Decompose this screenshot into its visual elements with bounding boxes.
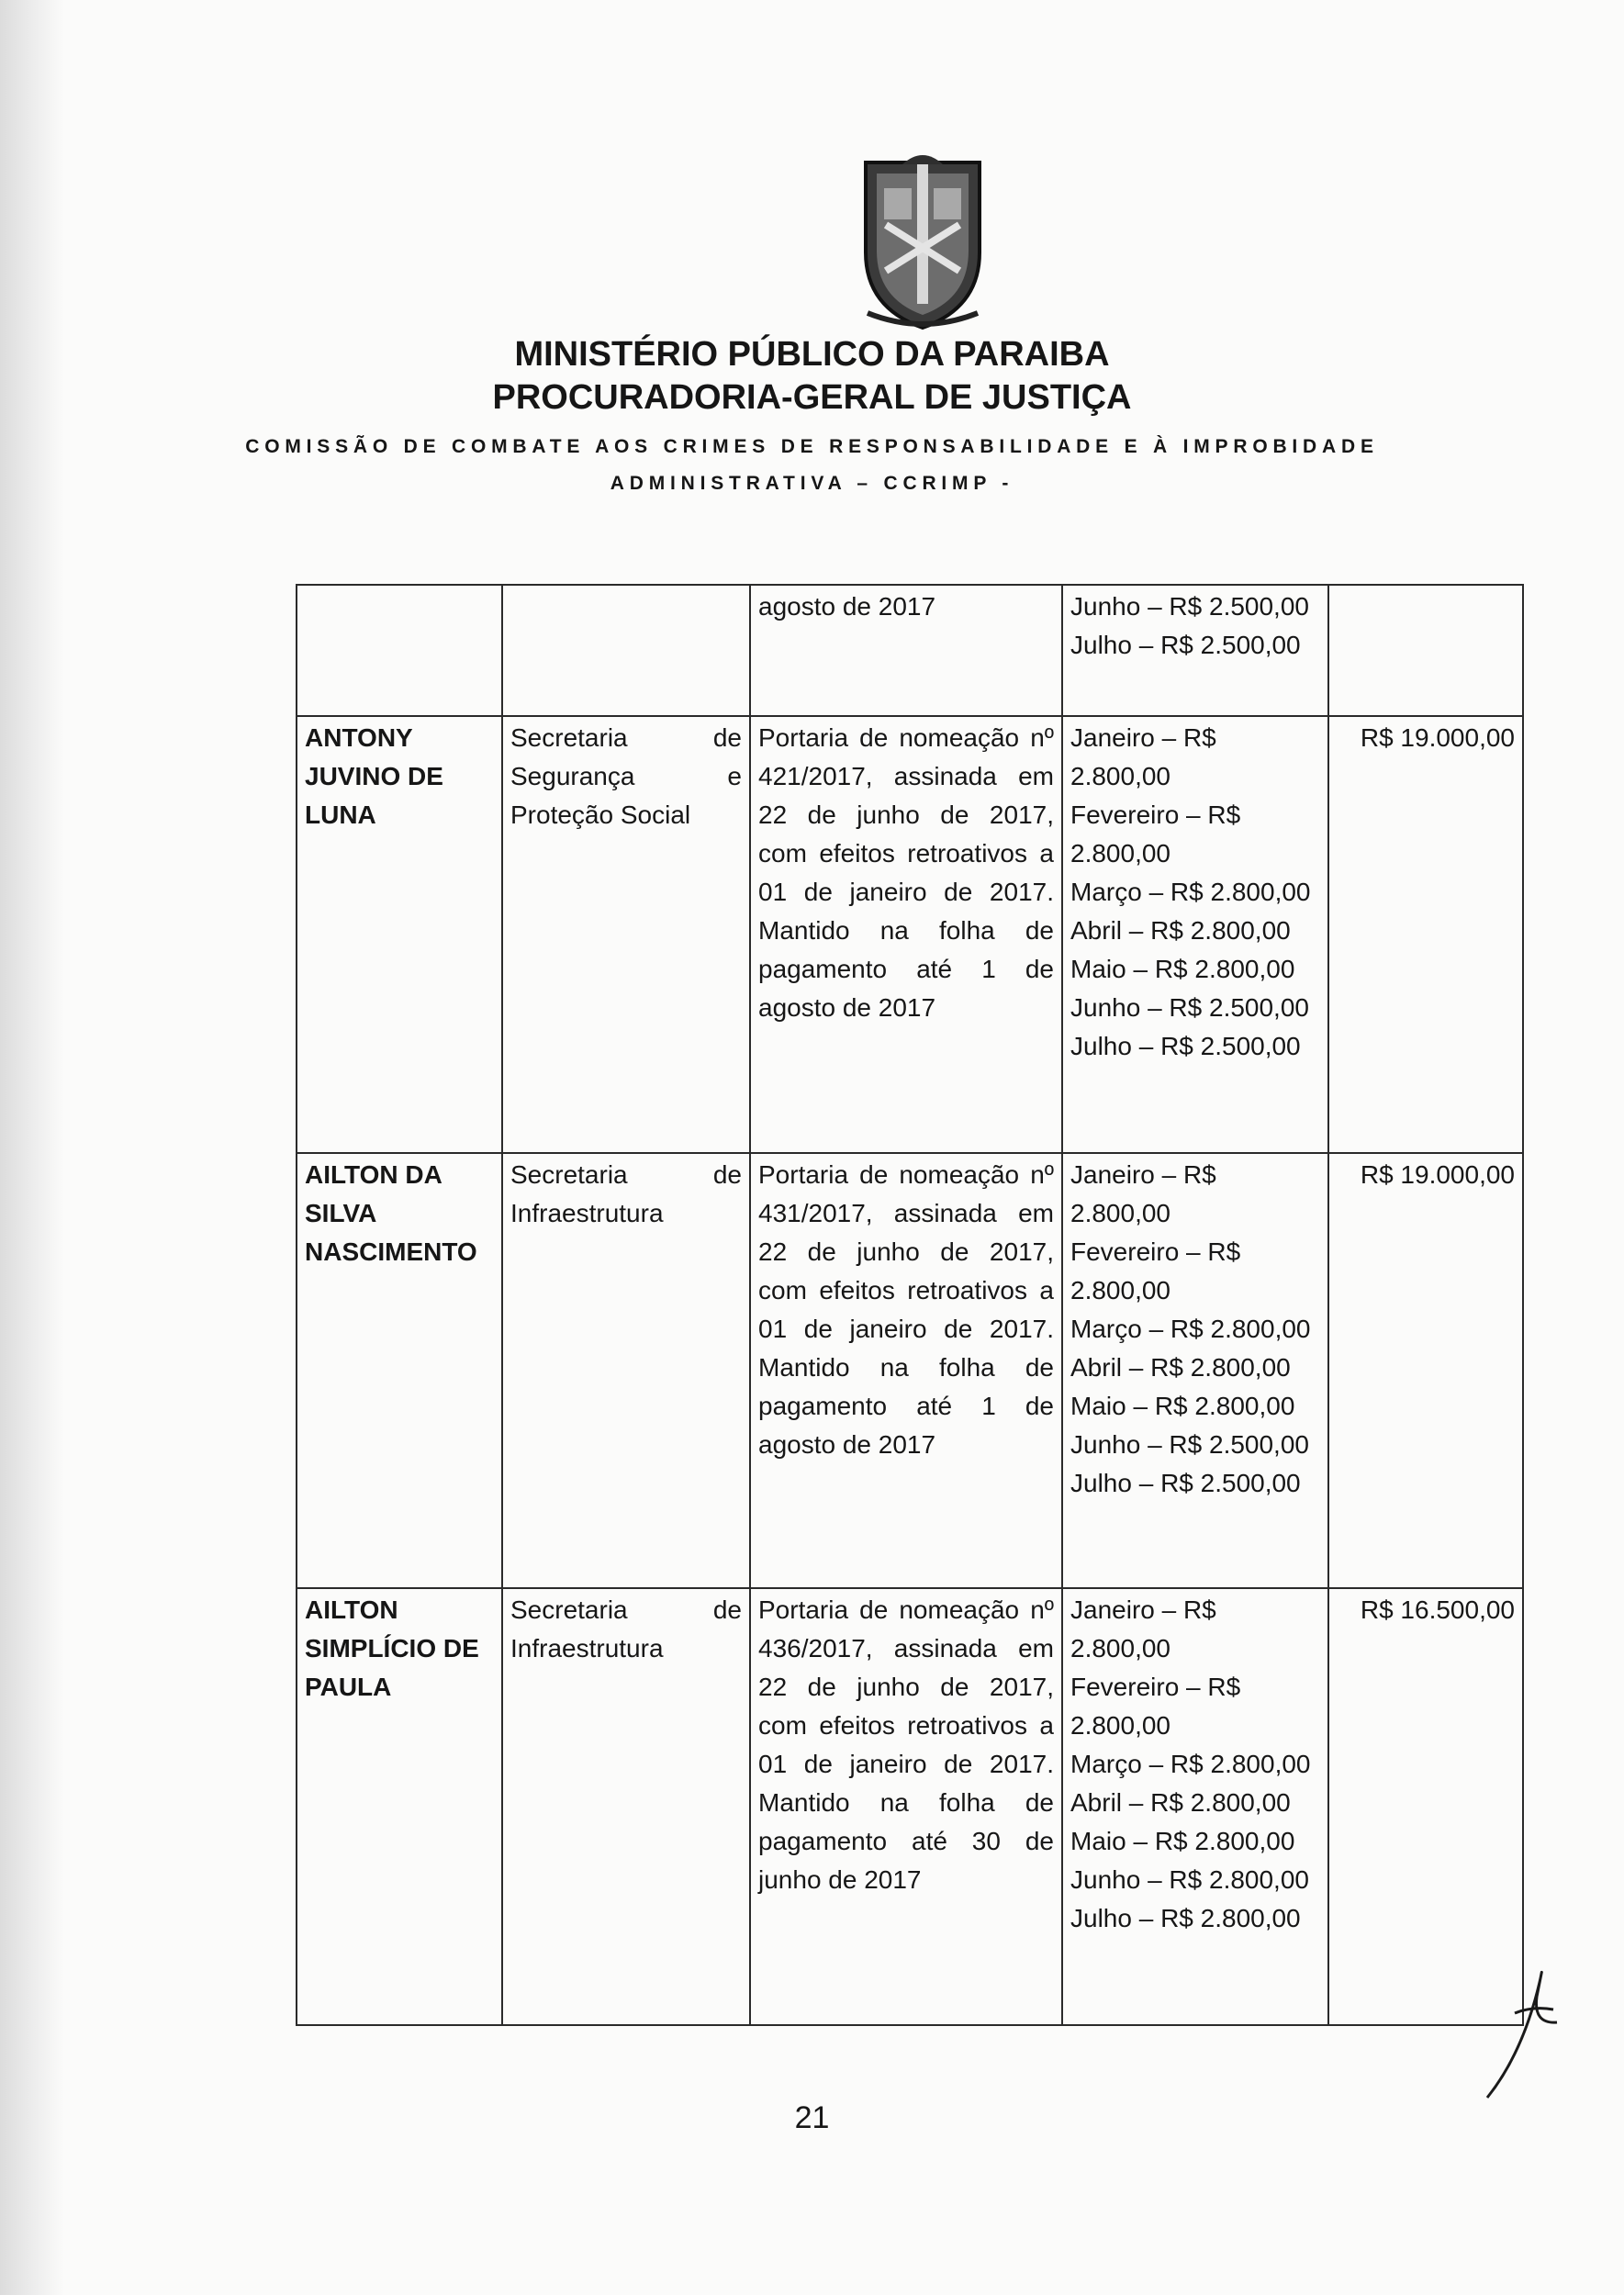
portaria-cell: agosto de 2017 — [750, 585, 1062, 716]
payment-line: Maio – R$ 2.800,00 — [1070, 955, 1295, 983]
payment-line: Maio – R$ 2.800,00 — [1070, 1827, 1295, 1855]
payment-line: Janeiro – R$ 2.800,00 — [1070, 723, 1216, 790]
payment-line: Julho – R$ 2.800,00 — [1070, 1904, 1301, 1932]
name-cell: AILTON SIMPLÍCIO DE PAULA — [297, 1588, 502, 2025]
name-cell: AILTON DA SILVA NASCIMENTO — [297, 1153, 502, 1588]
payment-line: Maio – R$ 2.800,00 — [1070, 1392, 1295, 1420]
payment-line: Fevereiro – R$ 2.800,00 — [1070, 1673, 1241, 1740]
payment-line: Fevereiro – R$ 2.800,00 — [1070, 1237, 1241, 1304]
name-cell: ANTONY JUVINO DE LUNA — [297, 716, 502, 1153]
payment-line: Julho – R$ 2.500,00 — [1070, 631, 1301, 659]
portaria-cell: Portaria de nomeação nº 421/2017, assinada em 22 de junho de 2017, com efeitos retroativos a 01 de janeiro de 2017. Mantido na folha de pagamento até 1 de agosto de 2017 — [750, 716, 1062, 1153]
payments-cell — [1062, 716, 1328, 1153]
payment-line: Julho – R$ 2.500,00 — [1070, 1469, 1301, 1497]
department-cell: Secretaria de Segurança e Proteção Social — [502, 716, 750, 1153]
payments-cell — [1062, 1153, 1328, 1588]
total-cell: R$ 19.000,00 — [1328, 1153, 1523, 1588]
payment-line: Julho – R$ 2.500,00 — [1070, 1032, 1301, 1060]
table-row — [297, 1588, 1523, 2025]
payment-line: Abril – R$ 2.800,00 — [1070, 1353, 1291, 1382]
department-cell: Secretaria de Infraestrutura — [502, 1153, 750, 1588]
department-cell — [502, 585, 750, 716]
table-row-continued — [297, 585, 1523, 716]
department-cell: Secretaria de Infraestrutura — [502, 1588, 750, 2025]
payment-line: Março – R$ 2.800,00 — [1070, 878, 1311, 906]
table-row — [297, 1153, 1523, 1588]
name-cell — [297, 585, 502, 716]
payment-line: Junho – R$ 2.800,00 — [1070, 1865, 1309, 1894]
payment-line: Março – R$ 2.800,00 — [1070, 1315, 1311, 1343]
table-row — [297, 716, 1523, 1153]
page-number: 21 — [794, 2100, 830, 2135]
total-cell: R$ 19.000,00 — [1328, 716, 1523, 1153]
coat-of-arms-emblem — [849, 151, 996, 335]
header-office: PROCURADORIA-GERAL DE JUSTIÇA — [492, 378, 1132, 417]
payment-line: Junho – R$ 2.500,00 — [1070, 993, 1309, 1022]
payment-line: Junho – R$ 2.500,00 — [1070, 1430, 1309, 1459]
handwritten-signature — [1469, 1942, 1561, 2107]
payment-line: Março – R$ 2.800,00 — [1070, 1750, 1311, 1778]
header-commission-cont: ADMINISTRATIVA – CCRIMP - — [610, 473, 1014, 494]
payment-line: Janeiro – R$ 2.800,00 — [1070, 1160, 1216, 1227]
payments-cell — [1062, 1588, 1328, 2025]
payroll-table — [296, 584, 1524, 2026]
total-cell: R$ 16.500,00 — [1328, 1588, 1523, 2025]
payment-line: Junho – R$ 2.500,00 — [1070, 592, 1309, 621]
portaria-cell: Portaria de nomeação nº 436/2017, assinada em 22 de junho de 2017, com efeitos retroativos a 01 de janeiro de 2017. Mantido na folha de pagamento até 30 de junho de 2017 — [750, 1588, 1062, 2025]
payment-line: Abril – R$ 2.800,00 — [1070, 1788, 1291, 1817]
payments-cell — [1062, 585, 1328, 716]
header-institution: MINISTÉRIO PÚBLICO DA PARAIBA — [514, 335, 1110, 374]
payment-line: Janeiro – R$ 2.800,00 — [1070, 1595, 1216, 1662]
payment-line: Abril – R$ 2.800,00 — [1070, 916, 1291, 945]
header-commission: COMISSÃO DE COMBATE AOS CRIMES DE RESPONSABILIDADE E À IMPROBIDADE — [245, 436, 1379, 457]
total-cell — [1328, 585, 1523, 716]
portaria-cell: Portaria de nomeação nº 431/2017, assinada em 22 de junho de 2017, com efeitos retroativos a 01 de janeiro de 2017. Mantido na folha de pagamento até 1 de agosto de 2017 — [750, 1153, 1062, 1588]
payment-line: Fevereiro – R$ 2.800,00 — [1070, 800, 1241, 868]
